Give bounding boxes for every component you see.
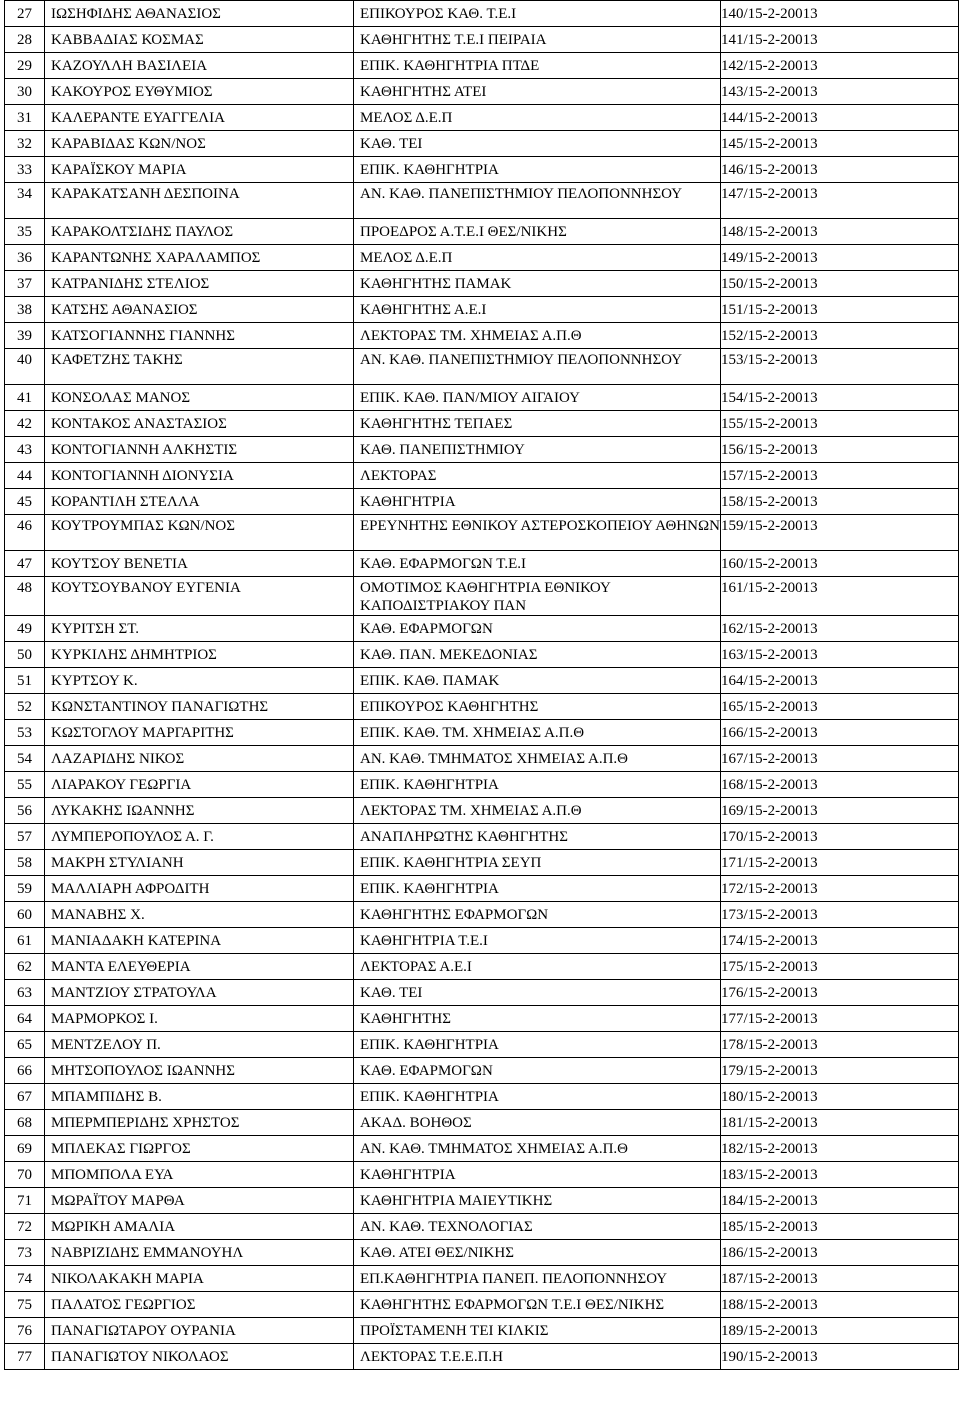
- row-number: 45: [5, 489, 45, 515]
- row-number: 44: [5, 463, 45, 489]
- protocol-number: 160/15-2-20013: [721, 551, 959, 577]
- row-number: 37: [5, 271, 45, 297]
- table-row: [5, 954, 959, 980]
- position-title: ΕΠΙΚ. ΚΑΘΗΓΗΤΡΙΑ: [354, 772, 721, 798]
- row-number: 75: [5, 1292, 45, 1318]
- person-name: ΜΕΝΤΖΕΛΟΥ Π.: [45, 1032, 354, 1058]
- position-title: ΑΝ. ΚΑΘ. ΤΜΗΜΑΤΟΣ ΧΗΜΕΙΑΣ Α.Π.Θ: [354, 746, 721, 772]
- person-name: ΜΩΡΙΚΗ ΑΜΑΛΙΑ: [45, 1214, 354, 1240]
- position-title: ΑΝ. ΚΑΘ. ΤΕΧΝΟΛΟΓΙΑΣ: [354, 1214, 721, 1240]
- row-number: 68: [5, 1110, 45, 1136]
- table-row: [5, 1188, 959, 1214]
- position-title: ΚΑΘ. ΤΕΙ: [354, 980, 721, 1006]
- row-number: 59: [5, 876, 45, 902]
- protocol-number: 154/15-2-20013: [721, 385, 959, 411]
- row-number: 71: [5, 1188, 45, 1214]
- table-row: [5, 694, 959, 720]
- row-number: 50: [5, 642, 45, 668]
- position-title: ΚΑΘ. ΤΕΙ: [354, 131, 721, 157]
- protocol-number: 173/15-2-20013: [721, 902, 959, 928]
- person-name: ΚΥΡΙΤΣΗ ΣΤ.: [45, 616, 354, 642]
- table-row: [5, 1058, 959, 1084]
- row-number: 56: [5, 798, 45, 824]
- row-number: 32: [5, 131, 45, 157]
- person-name: ΠΑΝΑΓΙΩΤΑΡΟΥ ΟΥΡΑΝΙΑ: [45, 1318, 354, 1344]
- person-name: ΜΑΝΑΒΗΣ Χ.: [45, 902, 354, 928]
- person-name: ΚΟΥΤΣΟΥΒΑΝΟΥ ΕΥΓΕΝΙΑ: [45, 577, 354, 616]
- table-row: [5, 385, 959, 411]
- position-title: ΟΜΟΤΙΜΟΣ ΚΑΘΗΓΗΤΡΙΑ ΕΘΝΙΚΟΥ ΚΑΠΟΔΙΣΤΡΙΑΚΟΥ ΠΑΝ: [354, 577, 721, 616]
- person-name: ΝΙΚΟΛΑΚΑΚΗ ΜΑΡΙΑ: [45, 1266, 354, 1292]
- position-title: ΚΑΘΗΓΗΤΗΣ ΑΤΕΙ: [354, 79, 721, 105]
- position-title: ΜΕΛΟΣ Δ.Ε.Π: [354, 105, 721, 131]
- person-name: ΚΑΡΑΪΣΚΟΥ ΜΑΡΙΑ: [45, 157, 354, 183]
- row-number: 39: [5, 323, 45, 349]
- row-number: 66: [5, 1058, 45, 1084]
- position-title: ΑΝ. ΚΑΘ. ΤΜΗΜΑΤΟΣ ΧΗΜΕΙΑΣ Α.Π.Θ: [354, 1136, 721, 1162]
- person-name: ΜΗΤΣΟΠΟΥΛΟΣ ΙΩΑΝΝΗΣ: [45, 1058, 354, 1084]
- table-row: [5, 928, 959, 954]
- row-number: 47: [5, 551, 45, 577]
- position-title: ΚΑΘΗΓΗΤΗΣ ΕΦΑΡΜΟΓΩΝ: [354, 902, 721, 928]
- position-title: ΚΑΘΗΓΗΤΡΙΑ: [354, 489, 721, 515]
- protocol-number: 171/15-2-20013: [721, 850, 959, 876]
- position-title: ΕΠ.ΚΑΘΗΓΗΤΡΙΑ ΠΑΝΕΠ. ΠΕΛΟΠΟΝΝΗΣΟΥ: [354, 1266, 721, 1292]
- position-title: ΠΡΟΪΣΤΑΜΕΝΗ ΤΕΙ ΚΙΛΚΙΣ: [354, 1318, 721, 1344]
- table-row: [5, 1266, 959, 1292]
- table-row: [5, 219, 959, 245]
- person-name: ΚΟΝΤΟΓΙΑΝΝΗ ΑΛΚΗΣΤΙΣ: [45, 437, 354, 463]
- person-name: ΚΑΡΑΚΑΤΣΑΝΗ ΔΕΣΠΟΙΝΑ: [45, 183, 354, 219]
- person-name: ΚΥΡΤΣΟΥ Κ.: [45, 668, 354, 694]
- person-name: ΚΟΡΑΝΤΙΛΗ ΣΤΕΛΛΑ: [45, 489, 354, 515]
- protocol-number: 162/15-2-20013: [721, 616, 959, 642]
- table-row: [5, 577, 959, 616]
- protocol-number: 175/15-2-20013: [721, 954, 959, 980]
- row-number: 36: [5, 245, 45, 271]
- position-title: ΚΑΘΗΓΗΤΗΣ ΠΑΜΑΚ: [354, 271, 721, 297]
- position-title: ΚΑΘΗΓΗΤΗΣ Τ.Ε.Ι ΠΕΙΡΑΙΑ: [354, 27, 721, 53]
- position-title: ΕΠΙΚ. ΚΑΘΗΓΗΤΡΙΑ ΣΕΥΠ: [354, 850, 721, 876]
- person-name: ΚΟΝΣΟΛΑΣ ΜΑΝΟΣ: [45, 385, 354, 411]
- table-row: [5, 489, 959, 515]
- table-row: [5, 824, 959, 850]
- protocol-number: 167/15-2-20013: [721, 746, 959, 772]
- table-row: [5, 349, 959, 385]
- protocol-number: 140/15-2-20013: [721, 1, 959, 27]
- table-row: [5, 1136, 959, 1162]
- table-row: [5, 642, 959, 668]
- person-name: ΚΑΒΒΑΔΙΑΣ ΚΟΣΜΑΣ: [45, 27, 354, 53]
- table-row: [5, 105, 959, 131]
- table-row: [5, 79, 959, 105]
- position-title: ΚΑΘΗΓΗΤΗΣ ΤΕΠΑΕΣ: [354, 411, 721, 437]
- row-number: 70: [5, 1162, 45, 1188]
- row-number: 74: [5, 1266, 45, 1292]
- table-row: [5, 437, 959, 463]
- table-row: [5, 157, 959, 183]
- table-row: [5, 515, 959, 551]
- person-name: ΜΑΚΡΗ ΣΤΥΛΙΑΝΗ: [45, 850, 354, 876]
- row-number: 73: [5, 1240, 45, 1266]
- position-title: ΛΕΚΤΟΡΑΣ Α.Ε.Ι: [354, 954, 721, 980]
- position-title: ΕΠΙΚΟΥΡΟΣ ΚΑΘΗΓΗΤΗΣ: [354, 694, 721, 720]
- row-number: 28: [5, 27, 45, 53]
- protocol-number: 143/15-2-20013: [721, 79, 959, 105]
- table-row: [5, 772, 959, 798]
- protocol-number: 188/15-2-20013: [721, 1292, 959, 1318]
- protocol-number: 157/15-2-20013: [721, 463, 959, 489]
- row-number: 30: [5, 79, 45, 105]
- table-row: [5, 1110, 959, 1136]
- person-name: ΚΑΤΡΑΝΙΔΗΣ ΣΤΕΛΙΟΣ: [45, 271, 354, 297]
- protocol-number: 178/15-2-20013: [721, 1032, 959, 1058]
- table-row: [5, 1292, 959, 1318]
- table-row: [5, 1084, 959, 1110]
- position-title: ΜΕΛΟΣ Δ.Ε.Π: [354, 245, 721, 271]
- person-name: ΚΑΛΕΡΑΝΤΕ ΕΥΑΓΓΕΛΙΑ: [45, 105, 354, 131]
- table-row: [5, 1318, 959, 1344]
- table-row: [5, 1162, 959, 1188]
- protocol-number: 153/15-2-20013: [721, 349, 959, 385]
- row-number: 27: [5, 1, 45, 27]
- row-number: 31: [5, 105, 45, 131]
- row-number: 57: [5, 824, 45, 850]
- position-title: ΕΠΙΚ. ΚΑΘ. ΤΜ. ΧΗΜΕΙΑΣ Α.Π.Θ: [354, 720, 721, 746]
- table-row: [5, 245, 959, 271]
- protocol-number: 148/15-2-20013: [721, 219, 959, 245]
- person-name: ΜΩΡΑΪΤΟΥ ΜΑΡΘΑ: [45, 1188, 354, 1214]
- row-number: 72: [5, 1214, 45, 1240]
- position-title: ΚΑΘΗΓΗΤΗΣ: [354, 1006, 721, 1032]
- protocol-number: 180/15-2-20013: [721, 1084, 959, 1110]
- protocol-number: 142/15-2-20013: [721, 53, 959, 79]
- protocol-number: 146/15-2-20013: [721, 157, 959, 183]
- person-name: ΛΥΚΑΚΗΣ ΙΩΑΝΝΗΣ: [45, 798, 354, 824]
- person-name: ΝΑΒΡΙΖΙΔΗΣ ΕΜΜΑΝΟΥΗΛ: [45, 1240, 354, 1266]
- person-name: ΚΟΥΤΣΟΥ ΒΕΝΕΤΙΑ: [45, 551, 354, 577]
- table-row: [5, 1344, 959, 1370]
- position-title: ΑΚΑΔ. ΒΟΗΘΟΣ: [354, 1110, 721, 1136]
- position-title: ΕΠΙΚΟΥΡΟΣ ΚΑΘ. Τ.Ε.Ι: [354, 1, 721, 27]
- protocol-number: 164/15-2-20013: [721, 668, 959, 694]
- person-name: ΜΑΡΜΟΡΚΟΣ Ι.: [45, 1006, 354, 1032]
- row-number: 42: [5, 411, 45, 437]
- person-name: ΜΠΛΕΚΑΣ ΓΙΩΡΓΟΣ: [45, 1136, 354, 1162]
- table-row: [5, 980, 959, 1006]
- protocol-number: 182/15-2-20013: [721, 1136, 959, 1162]
- row-number: 69: [5, 1136, 45, 1162]
- protocol-number: 166/15-2-20013: [721, 720, 959, 746]
- person-name: ΛΙΑΡΑΚΟΥ ΓΕΩΡΓΙΑ: [45, 772, 354, 798]
- position-title: ΚΑΘΗΓΗΤΗΣ Α.Ε.Ι: [354, 297, 721, 323]
- faculty-table-body: [5, 1, 959, 1370]
- protocol-number: 161/15-2-20013: [721, 577, 959, 616]
- position-title: ΕΠΙΚ. ΚΑΘΗΓΗΤΡΙΑ: [354, 1084, 721, 1110]
- table-row: [5, 411, 959, 437]
- person-name: ΚΥΡΚΙΛΗΣ ΔΗΜΗΤΡΙΟΣ: [45, 642, 354, 668]
- position-title: ΕΠΙΚ. ΚΑΘ. ΠΑΝ/ΜΙΟΥ ΑΙΓΑΙΟΥ: [354, 385, 721, 411]
- protocol-number: 156/15-2-20013: [721, 437, 959, 463]
- position-title: ΚΑΘΗΓΗΤΡΙΑ Τ.Ε.Ι: [354, 928, 721, 954]
- protocol-number: 144/15-2-20013: [721, 105, 959, 131]
- position-title: ΑΝ. ΚΑΘ. ΠΑΝΕΠΙΣΤΗΜΙΟΥ ΠΕΛΟΠΟΝΝΗΣΟΥ: [354, 349, 721, 385]
- protocol-number: 147/15-2-20013: [721, 183, 959, 219]
- protocol-number: 179/15-2-20013: [721, 1058, 959, 1084]
- row-number: 33: [5, 157, 45, 183]
- protocol-number: 141/15-2-20013: [721, 27, 959, 53]
- table-row: [5, 616, 959, 642]
- position-title: ΚΑΘΗΓΗΤΡΙΑ: [354, 1162, 721, 1188]
- person-name: ΚΑΡΑΒΙΔΑΣ ΚΩΝ/ΝΟΣ: [45, 131, 354, 157]
- person-name: ΜΑΝΙΑΔΑΚΗ ΚΑΤΕΡΙΝΑ: [45, 928, 354, 954]
- protocol-number: 176/15-2-20013: [721, 980, 959, 1006]
- position-title: ΛΕΚΤΟΡΑΣ ΤΜ. ΧΗΜΕΙΑΣ Α.Π.Θ: [354, 798, 721, 824]
- person-name: ΜΑΝΤΖΙΟΥ ΣΤΡΑΤΟΥΛΑ: [45, 980, 354, 1006]
- row-number: 77: [5, 1344, 45, 1370]
- protocol-number: 155/15-2-20013: [721, 411, 959, 437]
- table-row: [5, 1240, 959, 1266]
- protocol-number: 158/15-2-20013: [721, 489, 959, 515]
- position-title: ΚΑΘ. ΑΤΕΙ ΘΕΣ/ΝΙΚΗΣ: [354, 1240, 721, 1266]
- table-row: [5, 798, 959, 824]
- row-number: 64: [5, 1006, 45, 1032]
- position-title: ΑΝ. ΚΑΘ. ΠΑΝΕΠΙΣΤΗΜΙΟΥ ΠΕΛΟΠΟΝΝΗΣΟΥ: [354, 183, 721, 219]
- protocol-number: 187/15-2-20013: [721, 1266, 959, 1292]
- position-title: ΕΠΙΚ. ΚΑΘΗΓΗΤΡΙΑ: [354, 1032, 721, 1058]
- protocol-number: 168/15-2-20013: [721, 772, 959, 798]
- protocol-number: 190/15-2-20013: [721, 1344, 959, 1370]
- protocol-number: 170/15-2-20013: [721, 824, 959, 850]
- protocol-number: 172/15-2-20013: [721, 876, 959, 902]
- table-row: [5, 183, 959, 219]
- row-number: 35: [5, 219, 45, 245]
- protocol-number: 149/15-2-20013: [721, 245, 959, 271]
- person-name: ΠΑΝΑΓΙΩΤΟΥ ΝΙΚΟΛΑΟΣ: [45, 1344, 354, 1370]
- person-name: ΚΑΡΑΚΟΛΤΣΙΔΗΣ ΠΑΥΛΟΣ: [45, 219, 354, 245]
- table-row: [5, 1, 959, 27]
- table-row: [5, 463, 959, 489]
- row-number: 63: [5, 980, 45, 1006]
- row-number: 49: [5, 616, 45, 642]
- position-title: ΚΑΘ. ΠΑΝΕΠΙΣΤΗΜΙΟΥ: [354, 437, 721, 463]
- position-title: ΛΕΚΤΟΡΑΣ Τ.Ε.Ε.Π.Η: [354, 1344, 721, 1370]
- protocol-number: 184/15-2-20013: [721, 1188, 959, 1214]
- row-number: 40: [5, 349, 45, 385]
- row-number: 52: [5, 694, 45, 720]
- position-title: ΕΠΙΚ. ΚΑΘΗΓΗΤΡΙΑ: [354, 157, 721, 183]
- protocol-number: 181/15-2-20013: [721, 1110, 959, 1136]
- person-name: ΚΟΝΤΑΚΟΣ ΑΝΑΣΤΑΣΙΟΣ: [45, 411, 354, 437]
- row-number: 60: [5, 902, 45, 928]
- person-name: ΚΑΡΑΝΤΩΝΗΣ ΧΑΡΑΛΑΜΠΟΣ: [45, 245, 354, 271]
- position-title: ΕΠΙΚ. ΚΑΘΗΓΗΤΡΙΑ: [354, 876, 721, 902]
- position-title: ΚΑΘ. ΠΑΝ. ΜΕΚΕΔΟΝΙΑΣ: [354, 642, 721, 668]
- person-name: ΜΠΑΜΠΙΔΗΣ Β.: [45, 1084, 354, 1110]
- faculty-table: [4, 0, 959, 1370]
- protocol-number: 185/15-2-20013: [721, 1214, 959, 1240]
- person-name: ΠΑΛΑΤΟΣ ΓΕΩΡΓΙΟΣ: [45, 1292, 354, 1318]
- row-number: 55: [5, 772, 45, 798]
- row-number: 65: [5, 1032, 45, 1058]
- row-number: 61: [5, 928, 45, 954]
- protocol-number: 150/15-2-20013: [721, 271, 959, 297]
- position-title: ΛΕΚΤΟΡΑΣ ΤΜ. ΧΗΜΕΙΑΣ Α.Π.Θ: [354, 323, 721, 349]
- person-name: ΚΑΚΟΥΡΟΣ ΕΥΘΥΜΙΟΣ: [45, 79, 354, 105]
- table-row: [5, 902, 959, 928]
- protocol-number: 177/15-2-20013: [721, 1006, 959, 1032]
- row-number: 62: [5, 954, 45, 980]
- protocol-number: 169/15-2-20013: [721, 798, 959, 824]
- person-name: ΚΑΖΟΥΛΛΗ ΒΑΣΙΛΕΙΑ: [45, 53, 354, 79]
- person-name: ΛΥΜΠΕΡΟΠΟΥΛΟΣ Α. Γ.: [45, 824, 354, 850]
- position-title: ΑΝΑΠΛΗΡΩΤΗΣ ΚΑΘΗΓΗΤΗΣ: [354, 824, 721, 850]
- person-name: ΚΑΤΣΗΣ ΑΘΑΝΑΣΙΟΣ: [45, 297, 354, 323]
- position-title: ΚΑΘ. ΕΦΑΡΜΟΓΩΝ: [354, 1058, 721, 1084]
- table-row: [5, 1214, 959, 1240]
- table-row: [5, 1032, 959, 1058]
- protocol-number: 163/15-2-20013: [721, 642, 959, 668]
- position-title: ΕΡΕΥΝΗΤΗΣ ΕΘΝΙΚΟΥ ΑΣΤΕΡΟΣΚΟΠΕΙΟΥ ΑΘΗΝΩΝ: [354, 515, 721, 551]
- person-name: ΜΑΛΛΙΑΡΗ ΑΦΡΟΔΙΤΗ: [45, 876, 354, 902]
- position-title: ΚΑΘΗΓΗΤΗΣ ΕΦΑΡΜΟΓΩΝ Τ.Ε.Ι ΘΕΣ/ΝΙΚΗΣ: [354, 1292, 721, 1318]
- person-name: ΚΑΦΕΤΖΗΣ ΤΑΚΗΣ: [45, 349, 354, 385]
- person-name: ΚΩΝΣΤΑΝΤΙΝΟΥ ΠΑΝΑΓΙΩΤΗΣ: [45, 694, 354, 720]
- table-row: [5, 876, 959, 902]
- protocol-number: 152/15-2-20013: [721, 323, 959, 349]
- table-row: [5, 551, 959, 577]
- table-row: [5, 27, 959, 53]
- table-row: [5, 131, 959, 157]
- row-number: 51: [5, 668, 45, 694]
- position-title: ΛΕΚΤΟΡΑΣ: [354, 463, 721, 489]
- person-name: ΜΠΟΜΠΟΛΑ ΕΥΑ: [45, 1162, 354, 1188]
- protocol-number: 186/15-2-20013: [721, 1240, 959, 1266]
- position-title: ΚΑΘΗΓΗΤΡΙΑ ΜΑΙΕΥΤΙΚΗΣ: [354, 1188, 721, 1214]
- row-number: 34: [5, 183, 45, 219]
- row-number: 43: [5, 437, 45, 463]
- row-number: 53: [5, 720, 45, 746]
- position-title: ΕΠΙΚ. ΚΑΘ. ΠΑΜΑΚ: [354, 668, 721, 694]
- position-title: ΚΑΘ. ΕΦΑΡΜΟΓΩΝ: [354, 616, 721, 642]
- position-title: ΕΠΙΚ. ΚΑΘΗΓΗΤΡΙΑ ΠΤΔΕ: [354, 53, 721, 79]
- table-row: [5, 720, 959, 746]
- person-name: ΚΑΤΣΟΓΙΑΝΝΗΣ ΓΙΑΝΝΗΣ: [45, 323, 354, 349]
- protocol-number: 151/15-2-20013: [721, 297, 959, 323]
- row-number: 67: [5, 1084, 45, 1110]
- row-number: 58: [5, 850, 45, 876]
- row-number: 41: [5, 385, 45, 411]
- protocol-number: 159/15-2-20013: [721, 515, 959, 551]
- table-row: [5, 53, 959, 79]
- protocol-number: 165/15-2-20013: [721, 694, 959, 720]
- row-number: 76: [5, 1318, 45, 1344]
- position-title: ΚΑΘ. ΕΦΑΡΜΟΓΩΝ Τ.Ε.Ι: [354, 551, 721, 577]
- person-name: ΜΑΝΤΑ ΕΛΕΥΘΕΡΙΑ: [45, 954, 354, 980]
- row-number: 29: [5, 53, 45, 79]
- person-name: ΛΑΖΑΡΙΔΗΣ ΝΙΚΟΣ: [45, 746, 354, 772]
- row-number: 38: [5, 297, 45, 323]
- table-row: [5, 850, 959, 876]
- table-row: [5, 271, 959, 297]
- person-name: ΚΟΝΤΟΓΙΑΝΝΗ ΔΙΟΝΥΣΙΑ: [45, 463, 354, 489]
- table-row: [5, 668, 959, 694]
- person-name: ΚΟΥΤΡΟΥΜΠΑΣ ΚΩΝ/ΝΟΣ: [45, 515, 354, 551]
- person-name: ΜΠΕΡΜΠΕΡΙΔΗΣ ΧΡΗΣΤΟΣ: [45, 1110, 354, 1136]
- protocol-number: 189/15-2-20013: [721, 1318, 959, 1344]
- protocol-number: 145/15-2-20013: [721, 131, 959, 157]
- table-row: [5, 323, 959, 349]
- table-row: [5, 746, 959, 772]
- row-number: 46: [5, 515, 45, 551]
- table-row: [5, 297, 959, 323]
- row-number: 48: [5, 577, 45, 616]
- table-row: [5, 1006, 959, 1032]
- protocol-number: 174/15-2-20013: [721, 928, 959, 954]
- person-name: ΚΩΣΤΟΓΛΟΥ ΜΑΡΓΑΡΙΤΗΣ: [45, 720, 354, 746]
- person-name: ΙΩΣΗΦΙΔΗΣ ΑΘΑΝΑΣΙΟΣ: [45, 1, 354, 27]
- protocol-number: 183/15-2-20013: [721, 1162, 959, 1188]
- position-title: ΠΡΟΕΔΡΟΣ Α.Τ.Ε.Ι ΘΕΣ/ΝΙΚΗΣ: [354, 219, 721, 245]
- row-number: 54: [5, 746, 45, 772]
